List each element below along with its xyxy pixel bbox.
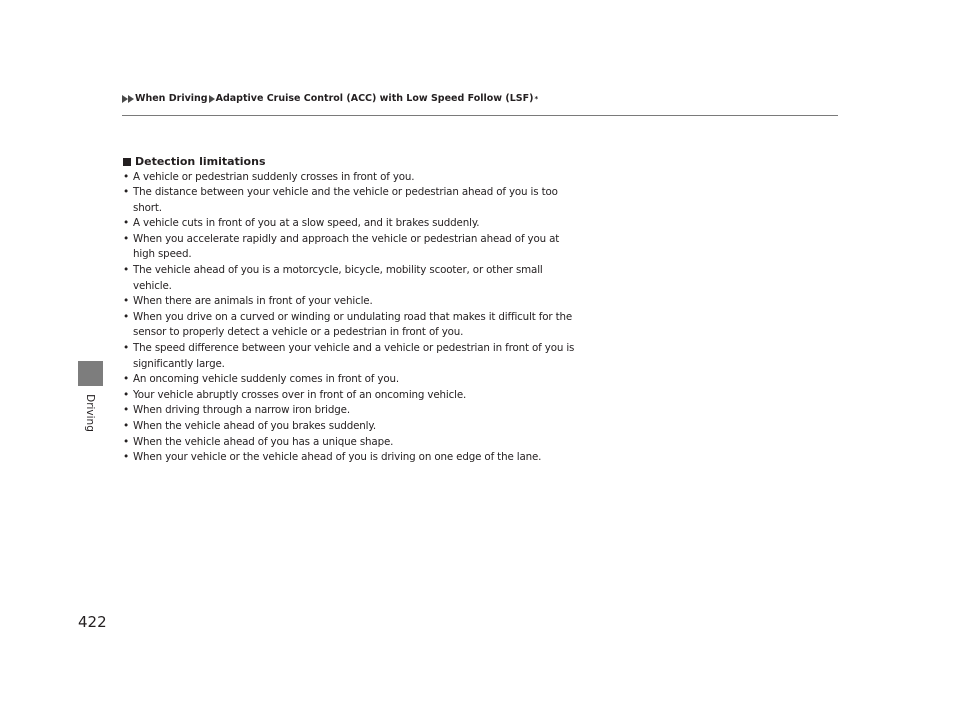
list-item	[123, 341, 583, 372]
detection-limitations-list	[123, 170, 583, 466]
bullet-icon: •	[123, 232, 130, 245]
main-content	[123, 154, 583, 466]
section-tab-marker	[78, 361, 103, 386]
bullet-icon: •	[123, 388, 130, 401]
section-side-label: Driving	[84, 394, 96, 432]
list-item-text: The distance between your vehicle and the vehicle or pedestrian ahead of you is too short.	[133, 186, 558, 214]
list-item	[123, 185, 583, 216]
list-item	[123, 403, 583, 419]
list-item-text: The speed difference between your vehicle and a vehicle or pedestrian in front of you is significantly large.	[133, 342, 575, 370]
breadcrumb-arrow-icon	[209, 95, 215, 103]
list-item-text: When there are animals in front of your vehicle.	[133, 295, 373, 308]
list-item-text: When you drive on a curved or winding or undulating road that makes it difficult for the sensor to properly detect a vehicle or a pedestrian in front of you.	[133, 310, 573, 339]
list-item	[123, 419, 583, 435]
breadcrumb	[122, 93, 538, 104]
bullet-icon: •	[123, 264, 130, 277]
list-item	[123, 216, 583, 232]
list-item-text: When you accelerate rapidly and approach the vehicle or pedestrian ahead of you at high speed.	[133, 232, 560, 261]
list-item-text: When the vehicle ahead of you brakes suddenly.	[133, 420, 376, 432]
list-item-text: When the vehicle ahead of you has a unique shape.	[133, 435, 394, 448]
list-item-text: When your vehicle or the vehicle ahead of you is driving on one edge of the lane.	[133, 451, 542, 464]
bullet-icon: •	[123, 420, 130, 432]
bullet-icon: •	[123, 435, 130, 448]
list-item	[123, 435, 583, 451]
bullet-icon: •	[123, 373, 130, 386]
list-item-text: A vehicle cuts in front of you at a slow speed, and it brakes suddenly.	[133, 217, 480, 230]
bullet-icon: •	[123, 170, 130, 183]
page-number: 422	[78, 613, 107, 631]
list-item	[123, 372, 583, 388]
list-item	[123, 388, 583, 404]
bullet-icon: •	[123, 295, 130, 308]
breadcrumb-link-when-driving[interactable]: When Driving	[135, 93, 208, 104]
list-item	[123, 310, 583, 341]
section-heading-text: Detection limitations	[135, 155, 266, 168]
breadcrumb-link-acc[interactable]: Adaptive Cruise Control (ACC) with Low Speed Follow (LSF)	[215, 93, 534, 104]
bullet-icon: •	[123, 404, 130, 417]
bullet-icon: •	[123, 342, 130, 355]
section-heading	[123, 154, 583, 170]
list-item	[123, 450, 583, 466]
list-item-text: When driving through a narrow iron bridge.	[133, 404, 350, 417]
bullet-icon: •	[123, 451, 130, 464]
list-item-text: The vehicle ahead of you is a motorcycle, bicycle, mobility scooter, or other small vehicle.	[133, 264, 543, 292]
list-item	[123, 232, 583, 263]
list-item	[123, 294, 583, 310]
header-divider	[122, 115, 838, 116]
list-item	[123, 263, 583, 294]
bullet-icon: •	[123, 310, 130, 323]
list-item-text: Your vehicle abruptly crosses over in front of an oncoming vehicle.	[133, 388, 467, 401]
bullet-icon: •	[123, 217, 130, 230]
square-bullet-icon	[123, 158, 131, 166]
list-item-text: An oncoming vehicle suddenly comes in front of you.	[133, 373, 399, 386]
bullet-icon: •	[123, 186, 130, 199]
breadcrumb-arrow-icon	[128, 95, 134, 103]
list-item-text: A vehicle or pedestrian suddenly crosses in front of you.	[133, 170, 415, 183]
list-item	[123, 170, 583, 186]
breadcrumb-footnote-marker: *	[534, 94, 539, 103]
